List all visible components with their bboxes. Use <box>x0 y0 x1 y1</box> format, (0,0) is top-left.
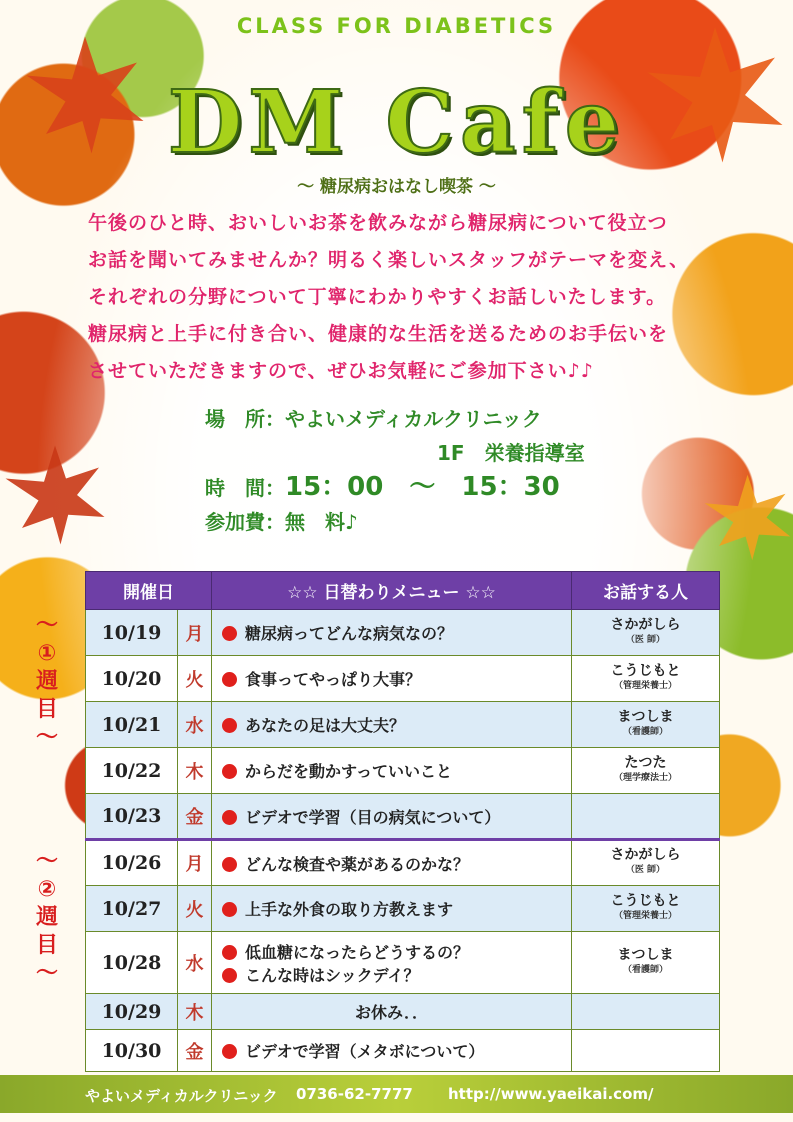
time-value: 15：00 ～ 15：30 <box>285 472 560 502</box>
bullet-icon <box>222 968 237 983</box>
row-menu <box>212 886 572 932</box>
schedule-table <box>85 571 720 1072</box>
week2-label: ～②週目～ <box>35 849 58 986</box>
event-info <box>205 402 665 539</box>
row-speaker <box>572 1030 720 1072</box>
table-row <box>86 702 720 748</box>
bullet-icon <box>222 672 237 687</box>
bullet-icon <box>222 1044 237 1059</box>
row-date: 10/28 <box>86 932 178 994</box>
header-date: 開催日 <box>86 572 212 610</box>
speaker-role: （医 師） <box>625 634 666 645</box>
row-date: 10/23 <box>86 794 178 840</box>
menu-item: 糖尿病ってどんな病気なの？ <box>245 624 454 643</box>
tagline: ～ 糖尿病おはなし喫茶 ～ <box>297 177 496 197</box>
speaker-name: まつしま <box>617 946 674 963</box>
time-label: 時 間： <box>205 476 285 500</box>
speaker-name: こうじもと <box>610 662 681 679</box>
row-speaker <box>572 932 720 994</box>
row-menu <box>212 656 572 702</box>
footer-phone: 0736-62-7777 <box>296 1085 413 1103</box>
row-speaker <box>572 656 720 702</box>
class-label: CLASS FOR DIABETICS <box>236 14 557 38</box>
row-speaker <box>572 748 720 794</box>
menu-item: あなたの足は大丈夫？ <box>245 716 406 735</box>
table-row <box>86 994 720 1030</box>
row-menu <box>212 610 572 656</box>
menu-item: ビデオで学習（目の病気について） <box>245 807 501 827</box>
row-day: 木 <box>178 748 212 794</box>
table-row <box>86 656 720 702</box>
speaker-role: （管理栄養士） <box>613 910 677 921</box>
row-day: 水 <box>178 932 212 994</box>
menu-item: 上手な外食の取り方教えます <box>245 900 454 919</box>
bullet-icon <box>222 764 237 779</box>
row-date: 10/29 <box>86 994 178 1030</box>
fee-label: 参加費： <box>205 510 285 534</box>
footer-clinic: やよいメディカルクリニック <box>85 1087 278 1105</box>
time-row <box>205 470 665 505</box>
row-menu <box>212 748 572 794</box>
bullet-icon <box>222 718 237 733</box>
footer-bar <box>0 1075 793 1113</box>
row-date: 10/30 <box>86 1030 178 1072</box>
fee-row <box>205 505 665 539</box>
table-row <box>86 1030 720 1072</box>
table-header <box>86 572 720 610</box>
row-menu <box>212 702 572 748</box>
maple-leaf-icon <box>700 470 793 565</box>
speaker-role: （看護師） <box>622 964 668 975</box>
week1-label: ～①週目～ <box>35 613 58 750</box>
place-value: やよいメディカルクリニック <box>285 407 542 431</box>
row-day: 金 <box>178 794 212 840</box>
row-day: 火 <box>178 886 212 932</box>
speaker-role: （管理栄養士） <box>613 680 677 691</box>
dm-cafe-logo: DM Cafe <box>167 72 626 173</box>
fee-value: 無 料♪ <box>285 510 358 534</box>
intro-line: 糖尿病と上手に付き合い、健康的な生活を送るためのお手伝いを <box>88 323 669 345</box>
row-day: 火 <box>178 656 212 702</box>
bullet-icon <box>222 945 237 960</box>
speaker-name: さかがしら <box>610 616 681 633</box>
menu-item: 食事ってやっぱり大事？ <box>245 670 422 689</box>
footer-url[interactable]: http://www.yaeikai.com/ <box>448 1085 654 1103</box>
table-row <box>86 794 720 840</box>
table-row <box>86 748 720 794</box>
bullet-icon <box>222 810 237 825</box>
speaker-name: さかがしら <box>610 847 681 863</box>
table-row <box>86 840 720 886</box>
menu-item: ビデオで学習（メタボについて） <box>245 1042 485 1061</box>
row-date: 10/19 <box>86 610 178 656</box>
speaker-name: こうじもと <box>610 892 681 909</box>
menu-line <box>216 940 567 963</box>
menu-line <box>216 963 567 986</box>
header-menu: ☆☆ 日替わりメニュー ☆☆ <box>212 572 572 610</box>
row-day: 水 <box>178 702 212 748</box>
place-label: 場 所： <box>205 407 285 431</box>
row-date: 10/21 <box>86 702 178 748</box>
row-menu <box>212 932 572 994</box>
intro-line: お話を聞いてみませんか？明るく楽しいスタッフがテーマを変え、 <box>88 249 690 271</box>
menu-item: 低血糖になったらどうするの？ <box>245 942 470 962</box>
bullet-icon <box>222 626 237 641</box>
row-day: 木 <box>178 994 212 1030</box>
menu-item: こんな時はシックデイ？ <box>245 965 420 985</box>
row-menu: お休み．． <box>212 994 572 1030</box>
row-speaker <box>572 886 720 932</box>
table-row <box>86 610 720 656</box>
header-speaker: お話する人 <box>572 572 720 610</box>
speaker-role: （理学療法士） <box>613 772 677 783</box>
speaker-name: まつしま <box>617 708 674 725</box>
menu-item: どんな検査や薬があるのかな？ <box>245 854 470 874</box>
row-speaker <box>572 702 720 748</box>
intro-line: それぞれの分野について丁寧にわかりやすくお話しいたします。 <box>88 286 667 308</box>
place-room: 1F 栄養指導室 <box>437 441 585 465</box>
table-row <box>86 932 720 994</box>
row-menu <box>212 794 572 840</box>
place-row <box>205 402 665 436</box>
row-menu <box>212 840 572 886</box>
bullet-icon <box>222 902 237 917</box>
intro-text <box>88 205 768 390</box>
row-date: 10/27 <box>86 886 178 932</box>
row-speaker <box>572 994 720 1030</box>
speaker-role: （看護師） <box>622 726 668 737</box>
row-menu <box>212 1030 572 1072</box>
row-date: 10/26 <box>86 840 178 886</box>
row-speaker <box>572 610 720 656</box>
speaker-name: たつた <box>624 754 667 771</box>
menu-item: からだを動かすっていいこと <box>245 762 453 781</box>
row-day: 金 <box>178 1030 212 1072</box>
row-day: 月 <box>178 610 212 656</box>
bullet-icon <box>222 857 237 872</box>
maple-leaf-icon <box>0 440 110 550</box>
row-date: 10/22 <box>86 748 178 794</box>
row-speaker <box>572 794 720 840</box>
row-day: 月 <box>178 840 212 886</box>
table-row <box>86 886 720 932</box>
row-speaker <box>572 840 720 886</box>
row-date: 10/20 <box>86 656 178 702</box>
intro-line: させていただきますので、ぜひお気軽にご参加下さい♪♪ <box>88 360 594 382</box>
intro-line: 午後のひと時、おいしいお茶を飲みながら糖尿病について役立つ <box>88 212 668 234</box>
speaker-role: （医 師） <box>625 865 666 875</box>
